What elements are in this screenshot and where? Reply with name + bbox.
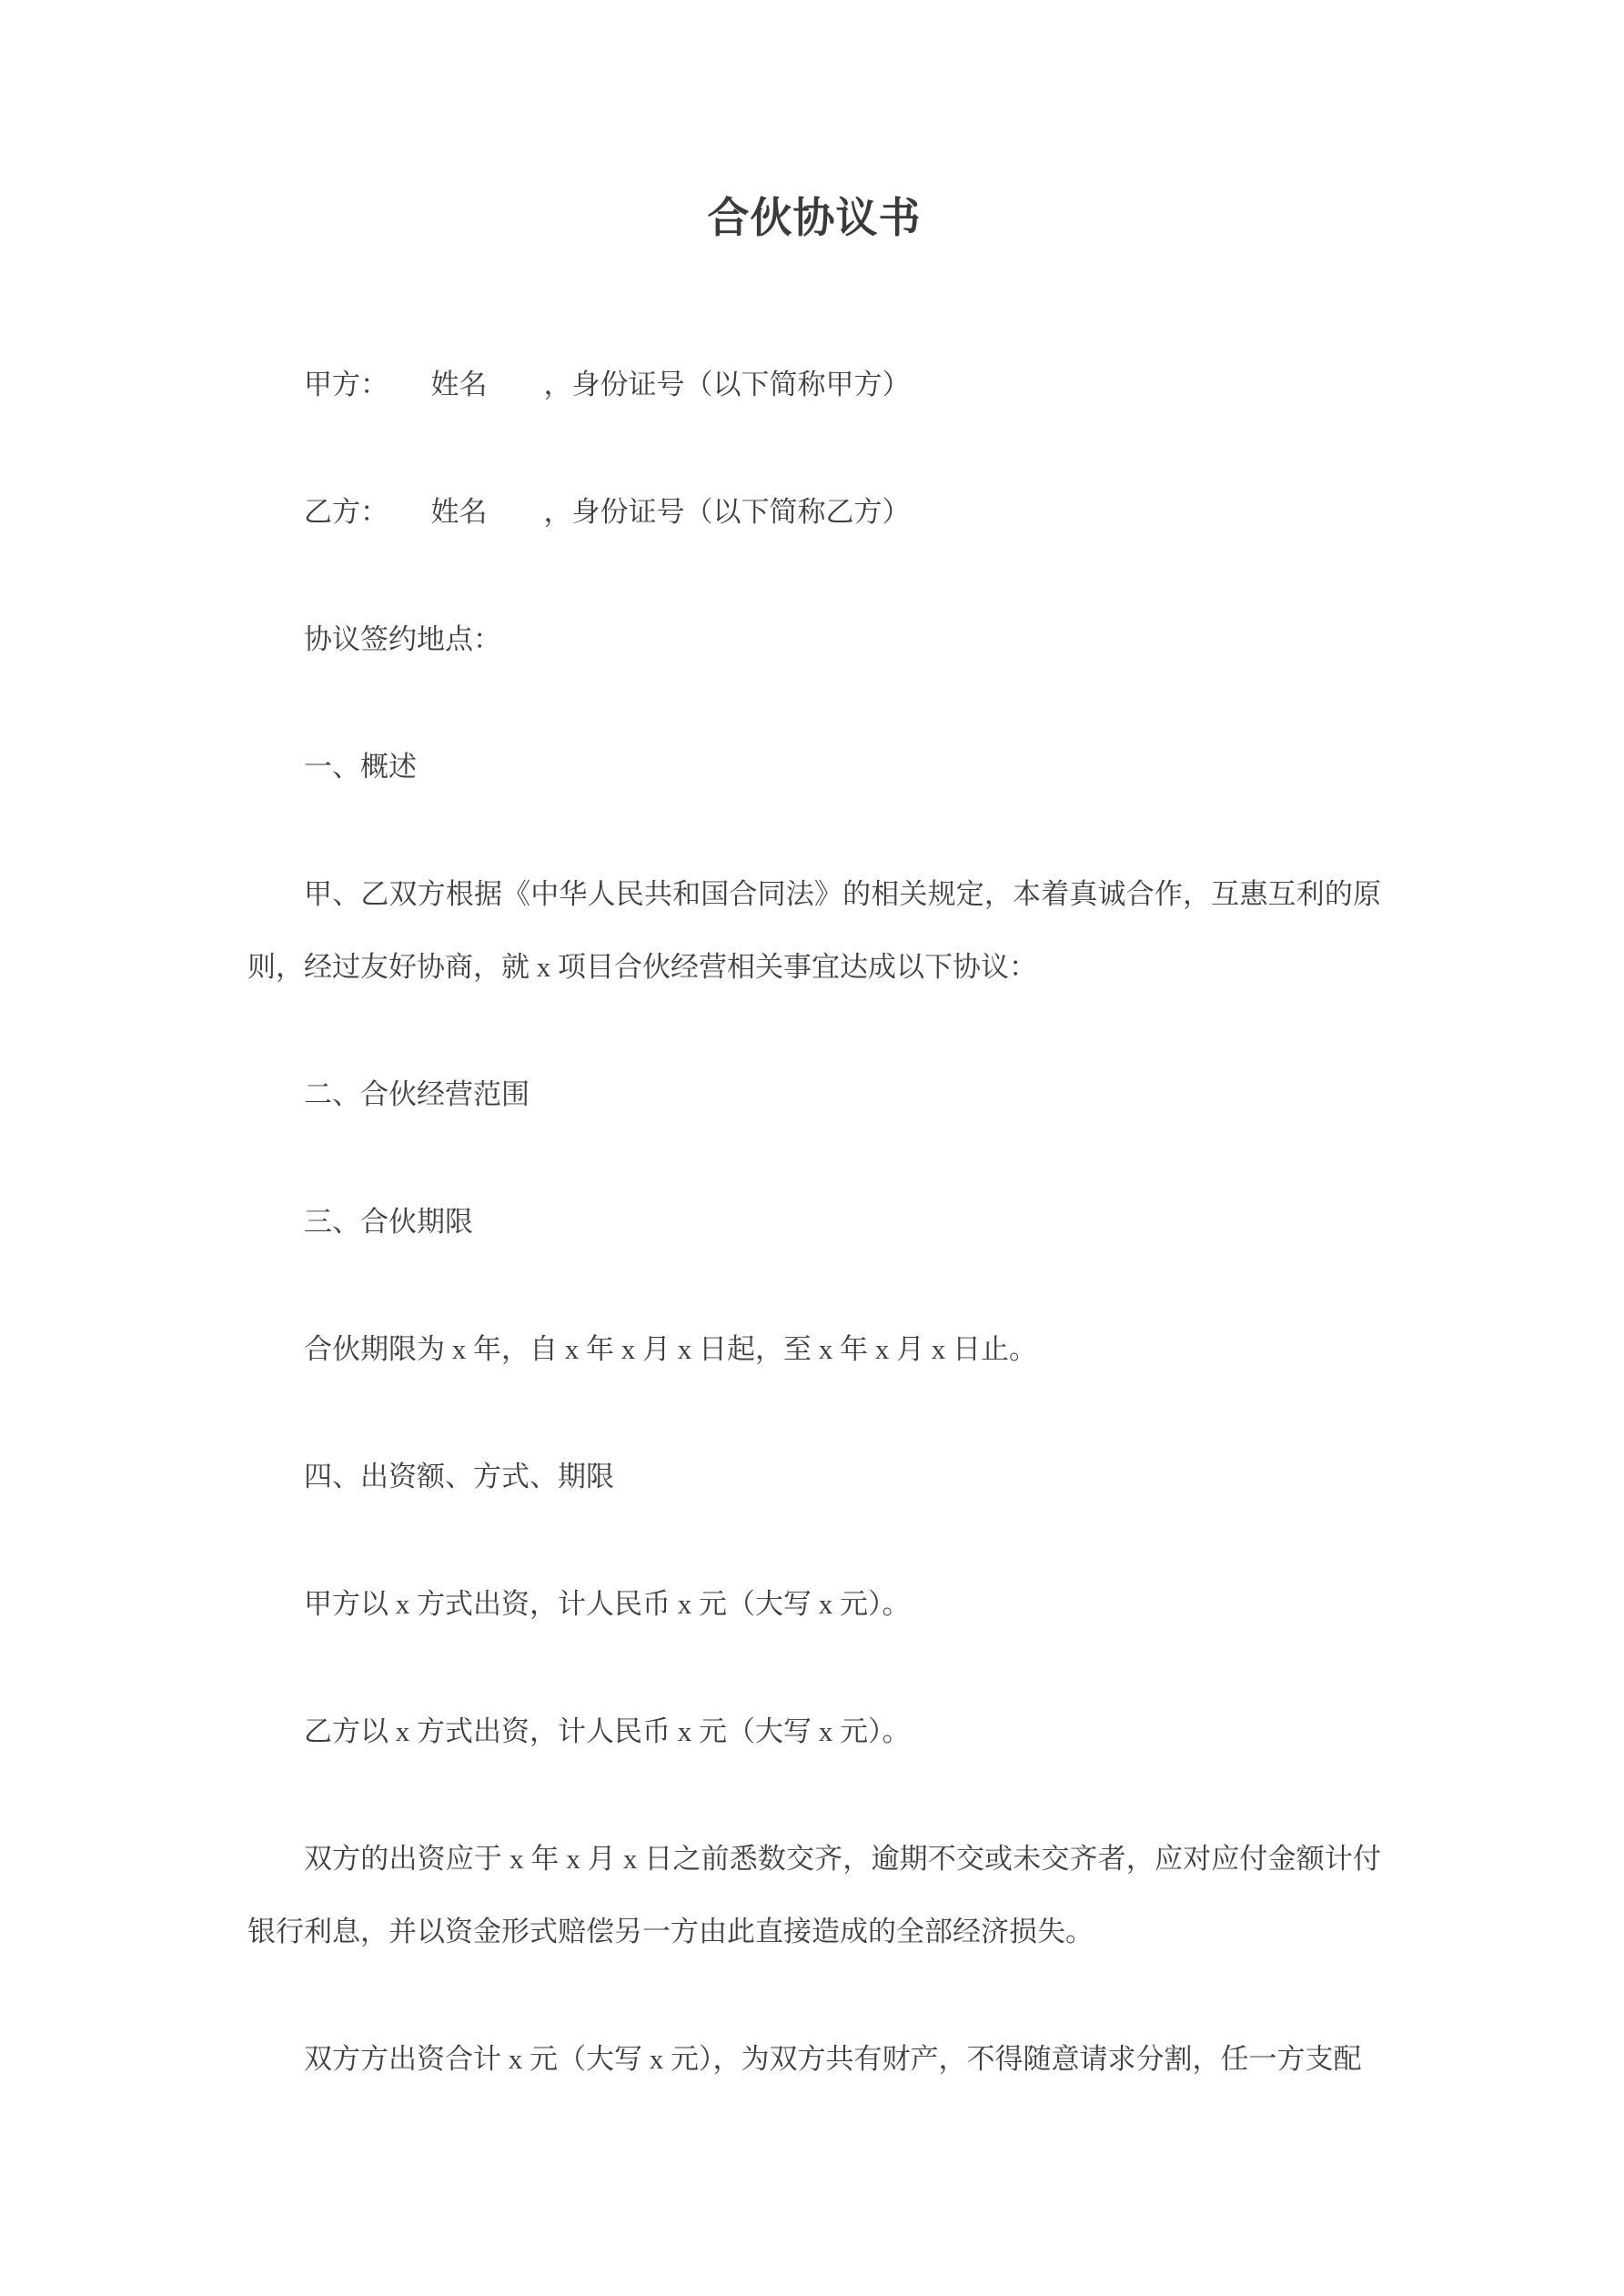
- paragraph: 甲方： 姓名 ，身份证号（以下简称甲方）: [304, 369, 911, 400]
- paragraph: 四、出资额、方式、期限: [304, 1461, 614, 1492]
- paragraph: 双方的出资应于 x 年 x 月 x 日之前悉数交齐，逾期不交或未交齐者，应对应付金额计付银行利息，并以资金形式赔偿另一方由此直接造成的全部经济损失。: [247, 1843, 1381, 1947]
- paragraph: 三、合伙期限: [304, 1206, 473, 1238]
- paragraph: 一、概述: [304, 751, 417, 783]
- paragraph: 甲方以 x 方式出资，计人民币 x 元（大写 x 元）。: [304, 1588, 911, 1620]
- document-title: 合伙协议书: [707, 195, 922, 241]
- paragraph: 乙方以 x 方式出资，计人民币 x 元（大写 x 元）。: [304, 1715, 911, 1747]
- paragraph: 双方方出资合计 x 元（大写 x 元），为双方共有财产，不得随意请求分割，任一方支配: [304, 2043, 1362, 2075]
- paragraph: 合伙期限为 x 年，自 x 年 x 月 x 日起，至 x 年 x 月 x 日止。: [304, 1333, 1037, 1365]
- paragraph: 甲、乙双方根据《中华人民共和国合同法》的相关规定，本着真诚合作，互惠互利的原则，经过友好协商，就 x 项目合伙经营相关事宜达成以下协议：: [247, 878, 1381, 983]
- document-body: [247, 349, 1381, 2096]
- paragraph: 二、合伙经营范围: [304, 1078, 530, 1110]
- paragraph: 乙方： 姓名 ，身份证号（以下简称乙方）: [304, 496, 911, 528]
- paragraph: 协议签约地点：: [304, 623, 501, 655]
